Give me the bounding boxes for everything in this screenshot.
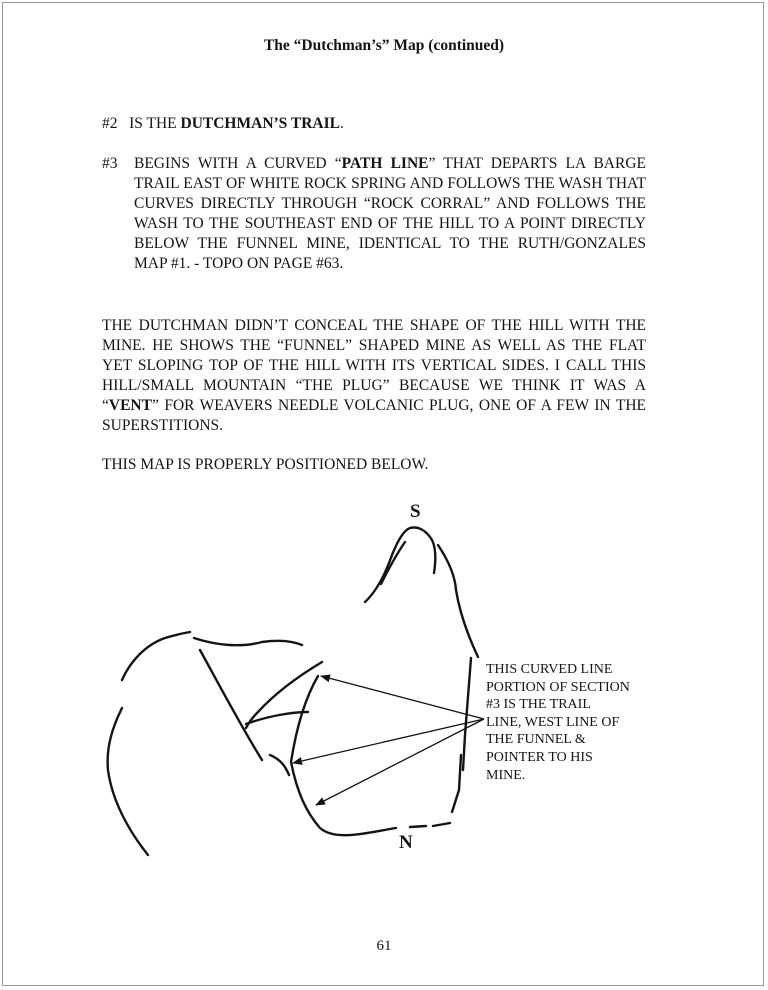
page-title: The “Dutchman’s” Map (continued)	[263, 37, 505, 54]
map-east-lower	[452, 755, 461, 812]
map-peak-outline	[365, 528, 435, 603]
map-funnel-west-line	[291, 676, 396, 835]
section-3-text-1: BEGINS WITH A CURVED “	[134, 155, 342, 172]
map-left-top-curve-2	[194, 638, 302, 645]
map-bottom-dash	[410, 826, 426, 827]
annotation-line: THE FUNNEL &	[486, 732, 586, 748]
section-2-bold: DUTCHMAN’S TRAIL	[180, 115, 340, 132]
annotation-line: MINE.	[486, 767, 526, 783]
map-left-side	[108, 708, 148, 855]
map-right-descend	[270, 755, 289, 775]
south-label: S	[410, 501, 421, 522]
annotation-line: POINTER TO HIS	[486, 749, 593, 765]
section-2-end: .	[339, 115, 344, 132]
annotation-line: PORTION OF SECTION	[486, 679, 630, 695]
pointer-arrow-middle	[293, 719, 484, 763]
map-bottom-dash-2	[433, 823, 450, 826]
pointer-arrow-top	[321, 676, 484, 719]
annotation-line: LINE, WEST LINE OF	[486, 714, 620, 730]
annotation-line: THIS CURVED LINE	[486, 662, 613, 677]
annotation-line: #3 IS THE TRAIL	[486, 697, 591, 713]
plug-bold: VENT	[108, 397, 152, 414]
section-2-text: IS THE	[129, 115, 181, 132]
north-label: N	[399, 832, 413, 853]
section-2-number: #2	[102, 115, 118, 132]
map-annotation	[486, 661, 646, 784]
map-left-top-curve	[122, 632, 190, 680]
map-right-ridge	[438, 545, 478, 657]
plug-text-1: THE DUTCHMAN DIDN’T CONCEAL THE SHAPE OF THE HILL WITH THE MINE. HE SHOWS THE “FUNNEL” SHAPED MINE AS WELL AS THE FLAT YET SLOPING TOP OF THE HILL WITH ITS VERTICAL SIDES. I CALL THIS HILL/SMALL MOUNTAIN “THE PLUG” BECAUSE WE THINK IT WAS A “	[102, 317, 646, 414]
map-left-inner	[200, 650, 262, 760]
section-3-bold: PATH LINE	[341, 155, 429, 172]
section-3-text-2: ” THAT DEPARTS LA BARGE TRAIL EAST OF WHITE ROCK SPRING AND FOLLOWS THE WASH THAT CURVES DIRECTLY THROUGH “ROCK CORRAL” AND FOLLOWS THE WASH TO THE SOUTHEAST END OF THE HILL TO A POINT DIRECTLY BELOW THE FUNNEL MINE, IDENTICAL TO THE RUTH/GONZALES MAP #1. - TOPO ON PAGE #63.	[134, 155, 646, 272]
page-number: 61	[376, 938, 392, 954]
map-peak-inner	[381, 542, 405, 584]
plug-text-2: ” FOR WEAVERS NEEDLE VOLCANIC PLUG, ONE OF A FEW IN THE SUPERSTITIONS.	[102, 397, 646, 434]
positioned-paragraph: THIS MAP IS PROPERLY POSITIONED BELOW.	[102, 456, 429, 473]
section-3-number: #3	[102, 155, 118, 172]
map-upper-line	[246, 662, 322, 728]
